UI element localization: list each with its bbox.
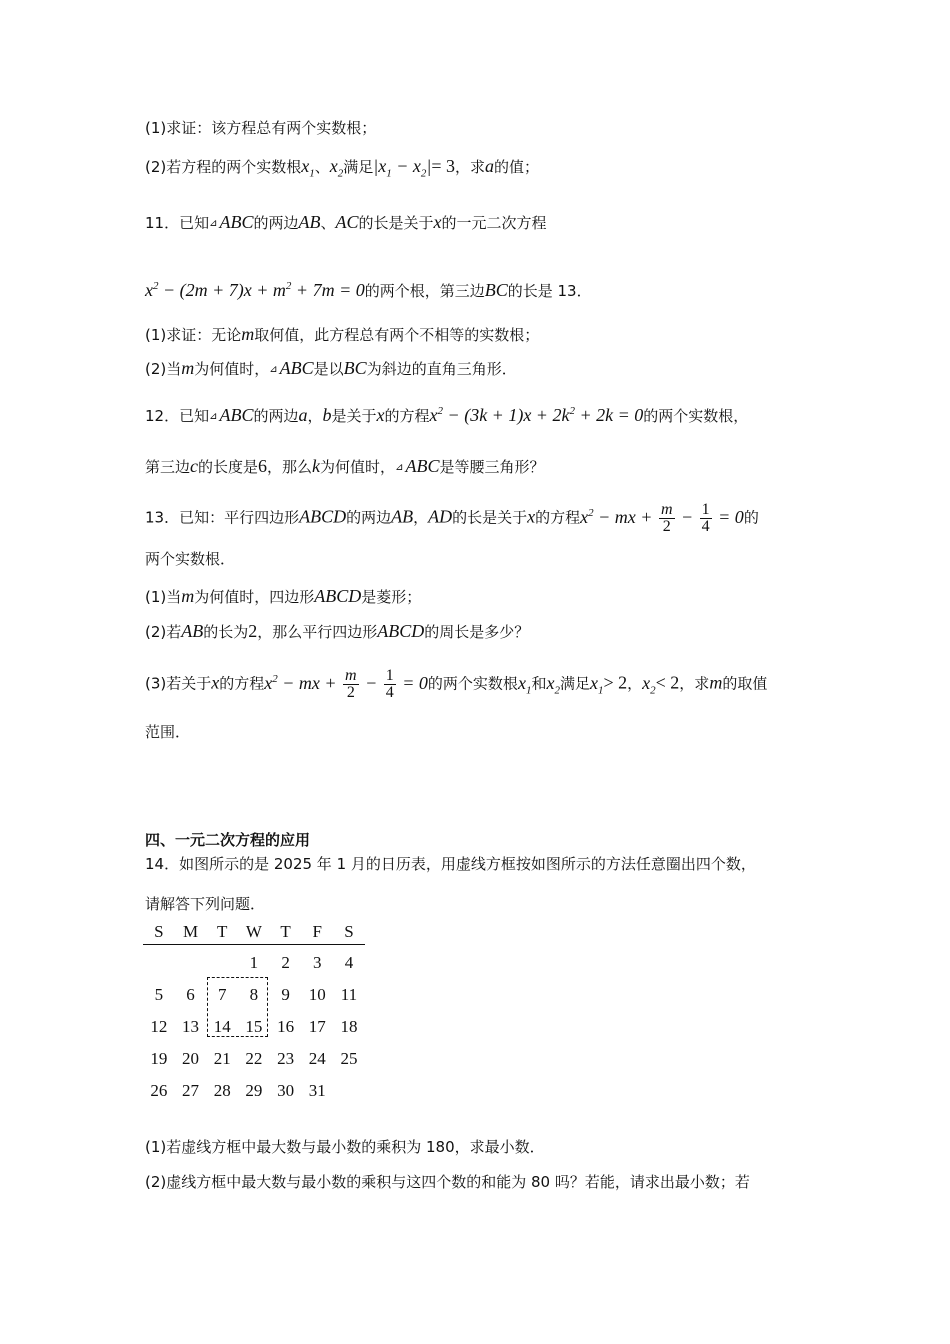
calendar-cell: 27 [182,1081,200,1100]
calendar-cell: 2 [281,953,290,972]
calendar-cell: 13 [182,1017,200,1036]
q14-part2: (2)虚线方框中最大数与最小数的乘积与这四个数的和能为 80 吗？若能，请求出最小数；若 [145,1173,750,1191]
triangle-icon: ⊿ [209,218,218,229]
calendar-cell: 26 [150,1081,168,1100]
triangle-icon: ⊿ [209,411,218,422]
calendar-cell: 9 [281,985,290,1004]
calendar-row [143,1045,365,1077]
q13-part3-line2: 范围． [145,723,191,741]
calendar-header-cell: S [154,922,164,941]
q11-part2: (2)当m为何值时，⊿ ABC是以BC为斜边的直角三角形． [145,358,517,378]
calendar-header-cell: S [344,922,354,941]
calendar-header-cell: T [280,922,291,941]
calendar-cell: 28 [213,1081,231,1100]
calendar-cell: 16 [277,1017,295,1036]
calendar-row [143,1077,365,1109]
q11-stem-line2: $x^2 - (2m + 7)x + m^2 + 7m = 0$的两个根，第三边BC的长是 13． [145,280,592,300]
triangle-icon: ⊿ [395,462,404,473]
abs-expression: $|x_1 - x_2|$ [373,156,432,180]
q13-stem-line1: 13．已知：平行四边形ABCD的两边AB，AD的长是关于x的方程$x^2$ − mx + $\frac{m}{2}$ − $\frac{1}{4}$ = 0的 [145,501,759,535]
q13-equation-2: $x^2$ − mx + $\frac{m}{2}$ − $\frac{1}{4}$ = 0 [264,667,428,701]
calendar-cell: 17 [308,1017,326,1036]
calendar-cell: 11 [340,985,358,1004]
calendar-cell: 12 [150,1017,168,1036]
q13-part1: (1)当m为何值时，四边形ABCD是菱形； [145,586,422,606]
calendar-header [143,918,365,945]
q13-equation: $x^2$ − mx + $\frac{m}{2}$ − $\frac{1}{4}$ = 0 [580,501,744,535]
calendar-cell: 8 [249,985,259,1004]
triangle-icon: ⊿ [269,364,278,375]
q13-part3: (3)若关于x的方程$x^2$ − mx + $\frac{m}{2}$ − $\frac{1}{4}$ = 0的两个实数根$x_1$和$x_2$满足$x_1> 2$，$x_2< 2$，求m的取值 [145,667,768,701]
calendar-cell: 30 [277,1081,295,1100]
calendar-cell: 14 [213,1017,231,1036]
q14-stem-line1: 14．如图所示的是 2025 年 1 月的日历表，用虚线方框按如图所示的方法任意圈出四个数， [145,855,756,873]
section-heading: 四、一元二次方程的应用 [145,831,311,849]
q13-part2: (2)若AB的长为2，那么平行四边形ABCD的周长是多少？ [145,621,530,641]
calendar-cell: 7 [217,985,227,1004]
calendar-cell: 15 [245,1017,263,1036]
calendar-cell: 24 [308,1049,326,1068]
calendar-cell: 1 [249,953,259,972]
calendar-cell [175,949,207,981]
calendar-cell: 19 [150,1049,168,1068]
calendar-cell: 25 [340,1049,358,1068]
q11-part1: (1)求证：无论m取何值，此方程总有两个不相等的实数根； [145,324,540,344]
q10-part2: (2)若方程的两个实数根$x_1$、$x_2$满足$|x_1 - x_2|= 3$，求a的值； [145,156,539,180]
q11-stem-line1: 11．已知⊿ ABC的两边AB、AC的长是关于x的一元二次方程 [145,212,547,232]
calendar-cell: 10 [308,985,326,1004]
calendar-header-cell: W [245,922,262,941]
q11-equation: $x^2 - (2m + 7)x + m^2 + 7m = 0$ [145,280,365,300]
q12-equation: $x^2 - (3k + 1)x + 2k^2 + 2k = 0$ [429,405,644,425]
dashed-selection-box [207,977,268,1037]
q12-stem-line1: 12．已知⊿ ABC的两边a，b是关于x的方程$x^2 - (3k + 1)x + 2k^2 + 2k = 0$的两个实数根， [145,405,749,425]
calendar-cell [143,949,175,981]
q12-stem-line2: 第三边c的长度是6，那么k为何值时，⊿ ABC是等腰三角形？ [145,456,545,476]
calendar-cell: 22 [245,1049,263,1068]
q14-stem-line2: 请解答下列问题． [145,895,266,913]
calendar-cell: 20 [182,1049,200,1068]
q14-part1: (1)若虚线方框中最大数与最小数的乘积为 180，求最小数． [145,1138,545,1156]
calendar-cell: 18 [340,1017,358,1036]
calendar-header-cell: F [312,922,323,941]
calendar-cell: 31 [308,1081,326,1100]
q13-stem-line2: 两个实数根． [145,550,236,568]
calendar-header-cell: M [182,922,199,941]
calendar-cell: 5 [154,985,164,1004]
calendar-cell: 21 [213,1049,231,1068]
calendar-cell: 23 [277,1049,295,1068]
q10-part1: (1)求证：该方程总有两个实数根； [145,119,377,137]
calendar-cell: 6 [186,985,195,1004]
calendar-cell [333,1077,365,1109]
calendar-cell: 4 [344,953,354,972]
calendar-header-cell: T [217,922,228,941]
calendar-cell: 3 [313,953,322,972]
calendar-cell: 29 [245,1081,263,1100]
